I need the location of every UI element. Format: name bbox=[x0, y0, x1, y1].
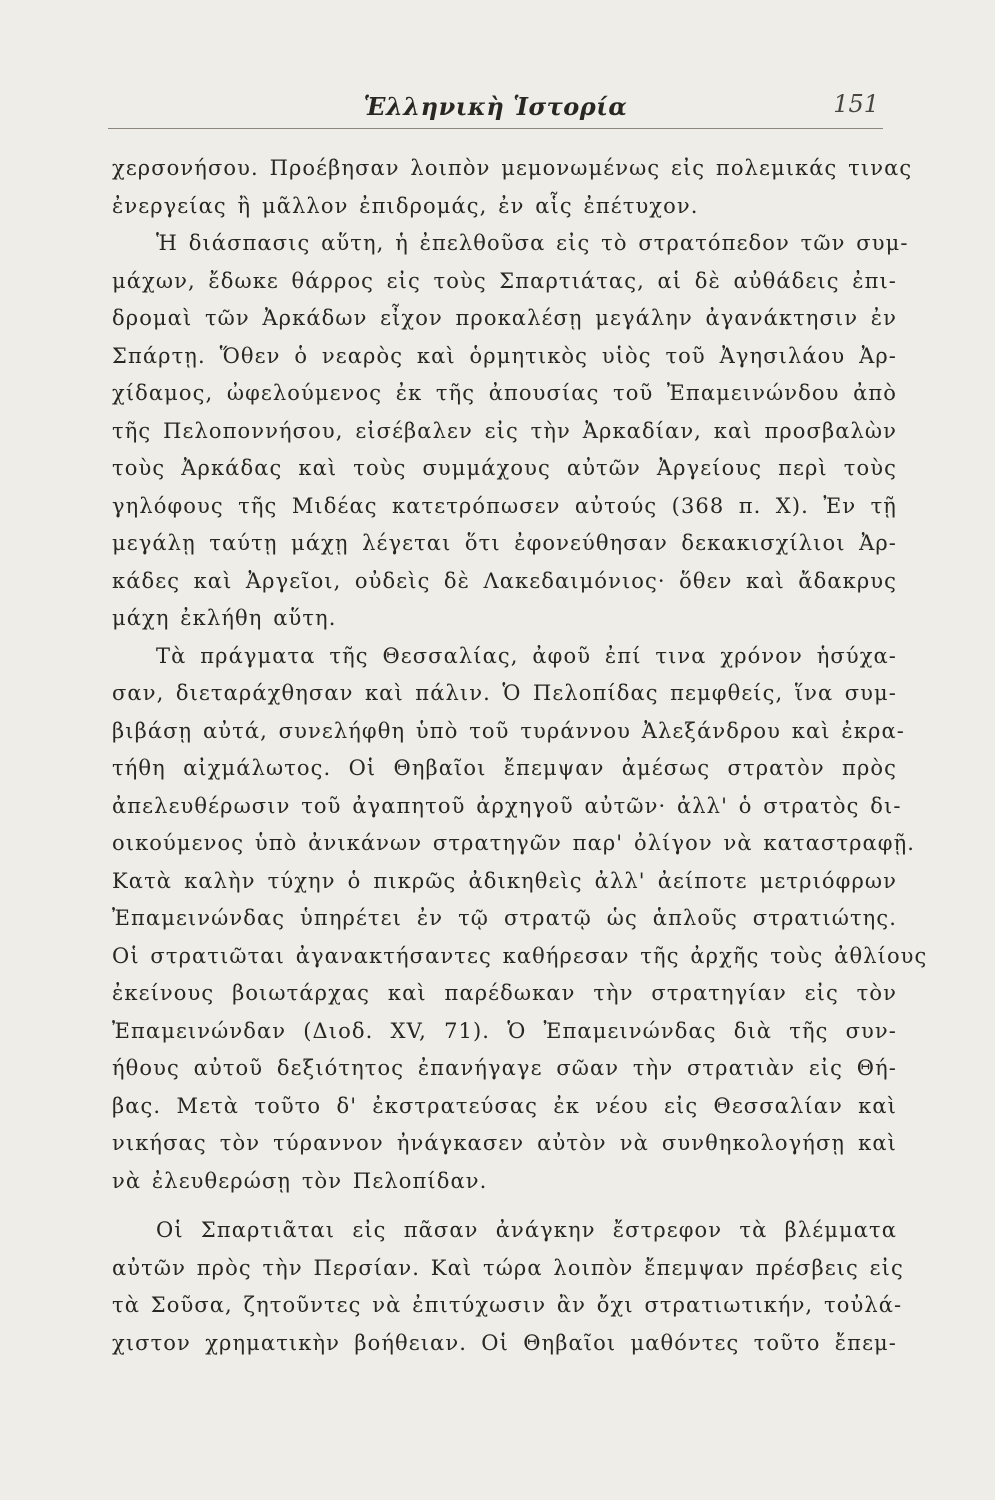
text-line: Ἡ διάσπασις αὕτη, ἡ ἐπελθοῦσα εἰς τὸ στρατόπεδον τῶν συμ- bbox=[156, 231, 909, 255]
text-line: ήθους αὐτοῦ δεξιότητος ἐπανήγαγε σῶαν τὴν στρατιὰν εἰς Θή- bbox=[112, 1056, 897, 1080]
text-line: βιβάσῃ αὐτά, συνελήφθη ὑπὸ τοῦ τυράννου Ἀλεξάνδρου καὶ ἐκρα- bbox=[112, 718, 905, 743]
text-line: Σπάρτῃ. Ὅθεν ὁ νεαρὸς καὶ ὁρμητικὸς υἱὸς τοῦ Ἀγησιλάου Ἀρ- bbox=[112, 343, 897, 368]
text-line: Κατὰ καλὴν τύχην ὁ πικρῶς ἀδικηθεὶς ἀλλ' ἀείποτε μετριόφρων bbox=[112, 868, 897, 893]
text-line: ἀπελευθέρωσιν τοῦ ἀγαπητοῦ ἀρχηγοῦ αὐτῶν· ἀλλ' ὁ στρατὸς δι- bbox=[112, 793, 902, 818]
text-line: αὐτῶν πρὸς τὴν Περσίαν. Καὶ τώρα λοιπὸν ἔπεμψαν πρέσβεις εἰς bbox=[112, 1255, 904, 1280]
text-line: μεγάλῃ ταύτῃ μάχῃ λέγεται ὅτι ἐφονεύθησαν δεκακισχίλιοι Ἀρ- bbox=[112, 531, 897, 555]
text-line: μάχων, ἔδωκε θάρρος εἰς τοὺς Σπαρτιάτας, αἱ δὲ αὐθάδεις ἐπι- bbox=[112, 268, 897, 293]
text-line: ἐνεργείας ἢ μᾶλλον ἐπιδρομάς, ἐν αἷς ἐπέτυχον. bbox=[112, 193, 699, 218]
paragraph-gap bbox=[112, 1200, 897, 1212]
text-line: ἐκείνους βοιωτάρχας καὶ παρέδωκαν τὴν στρατηγίαν εἰς τὸν bbox=[112, 981, 897, 1005]
text-line: βας. Μετὰ τοῦτο δ' ἐκστρατεύσας ἐκ νέου εἰς Θεσσαλίαν καὶ bbox=[112, 1093, 897, 1118]
text-line: οικούμενος ὑπὸ ἀνικάνων στρατηγῶν παρ' ὀλίγον νὰ καταστραφῇ. bbox=[112, 831, 916, 855]
page-number: 151 bbox=[833, 90, 879, 118]
text-line: χερσονήσου. Προέβησαν λοιπὸν μεμονωμένως εἰς πολεμικάς τινας bbox=[112, 156, 913, 180]
text-line: Τὰ πράγματα τῆς Θεσσαλίας, ἀφοῦ ἐπί τινα χρόνον ἡσύχα- bbox=[156, 643, 897, 668]
page-header-title: Ἑλληνικὴ Ἱστορία bbox=[363, 92, 628, 121]
text-line: νικήσας τὸν τύραννον ἠνάγκασεν αὐτὸν νὰ συνθηκολογήσῃ καὶ bbox=[112, 1131, 897, 1155]
text-line: τῆς Πελοποννήσου, εἰσέβαλεν εἰς τὴν Ἀρκαδίαν, καὶ προσβαλὼν bbox=[112, 418, 897, 443]
text-line: Οἱ Σπαρτιᾶται εἰς πᾶσαν ἀνάγκην ἔστρεφον τὰ βλέμματα bbox=[156, 1218, 897, 1242]
text-line: γηλόφους τῆς Μιδέας κατετρόπωσεν αὐτούς (368 π. Χ). Ἐν τῇ bbox=[112, 493, 897, 518]
text-line: τὰ Σοῦσα, ζητοῦντες νὰ ἐπιτύχωσιν ἂν ὄχι στρατιωτικήν, τοὐλά- bbox=[112, 1293, 903, 1317]
running-header bbox=[108, 88, 883, 129]
text-line: δρομαὶ τῶν Ἀρκάδων εἶχον προκαλέσῃ μεγάλην ἀγανάκτησιν ἐν bbox=[112, 306, 897, 330]
text-line: σαν, διεταράχθησαν καὶ πάλιν. Ὁ Πελοπίδας πεμφθείς, ἵνα συμ- bbox=[112, 681, 897, 705]
text-line: τοὺς Ἀρκάδας καὶ τοὺς συμμάχους αὐτῶν Ἀργείους περὶ τοὺς bbox=[112, 456, 897, 480]
text-line: νὰ ἐλευθερώσῃ τὸν Πελοπίδαν. bbox=[112, 1168, 488, 1193]
text-line: Ἐπαμεινώνδαν (Διοδ. XV, 71). Ὁ Ἐπαμεινώνδας διὰ τῆς συν- bbox=[112, 1018, 897, 1043]
text-line: Οἱ στρατιῶται ἀγανακτήσαντες καθήρεσαν τῆς ἀρχῆς τοὺς ἀθλίους bbox=[112, 943, 928, 968]
text-line: χιστον χρηματικὴν βοήθειαν. Οἱ Θηβαῖοι μαθόντες τοῦτο ἔπεμ- bbox=[112, 1330, 897, 1355]
text-line: χίδαμος, ὠφελούμενος ἐκ τῆς ἀπουσίας τοῦ Ἐπαμεινώνδου ἀπὸ bbox=[112, 381, 897, 405]
text-line: κάδες καὶ Ἀργεῖοι, οὐδεὶς δὲ Λακεδαιμόνιος· ὅθεν καὶ ἄδακρυς bbox=[112, 568, 897, 593]
text-line: μάχη ἐκλήθη αὕτη. bbox=[112, 606, 337, 630]
text-line: Ἐπαμεινώνδας ὑπηρέτει ἐν τῷ στρατῷ ὡς ἁπλοῦς στρατιώτης. bbox=[112, 906, 897, 930]
text-line: τήθη αἰχμάλωτος. Οἱ Θηβαῖοι ἔπεμψαν ἀμέσως στρατὸν πρὸς bbox=[112, 756, 897, 780]
body-text bbox=[112, 150, 928, 1362]
